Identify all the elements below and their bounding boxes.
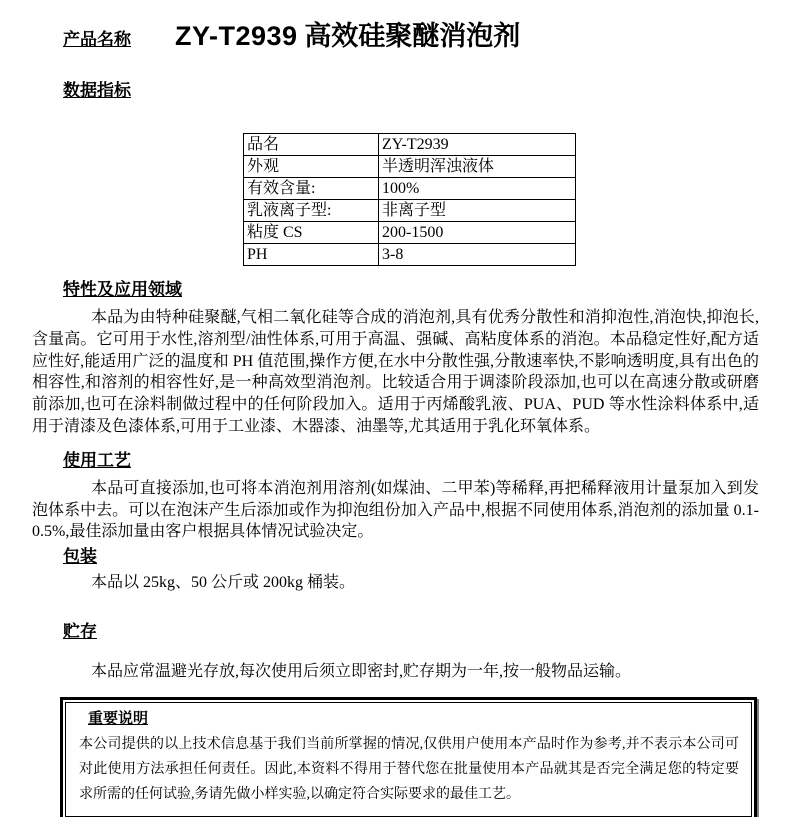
spec-key-cell: 品名 bbox=[244, 134, 379, 156]
product-title-cn: 高效硅聚醚消泡剂 bbox=[304, 21, 521, 51]
spec-key-cell: PH bbox=[244, 244, 379, 266]
document-header bbox=[0, 0, 785, 53]
section-heading-data-metrics: 数据指标 bbox=[63, 81, 131, 100]
section-heading-storage: 贮存 bbox=[63, 621, 97, 641]
page-title bbox=[175, 14, 520, 53]
spec-key-cell: 外观 bbox=[244, 156, 379, 178]
table-row bbox=[244, 222, 576, 244]
packaging-paragraph: 本品以 25kg、50 公斤或 200kg 桶装。 bbox=[91, 574, 356, 592]
table-row bbox=[244, 156, 576, 178]
table-row bbox=[244, 178, 576, 200]
spec-value-cell: 200-1500 bbox=[379, 222, 576, 244]
spec-value-cell: 3-8 bbox=[379, 244, 576, 266]
table-row bbox=[244, 134, 576, 156]
table-row bbox=[244, 244, 576, 266]
table-row bbox=[244, 200, 576, 222]
important-notice-box bbox=[60, 697, 757, 817]
usage-paragraph: 本品可直接添加,也可将本消泡剂用溶剂(如煤油、二甲苯)等稀释,再把稀释液用计量泵加入到发泡体系中去。可以在泡沫产生后添加或作为抑泡组份加入产品中,根据不同使用体系,消泡剂的添加量 0.1-0.5%,最佳添加量由客户根据具体情况试验决定。 bbox=[32, 479, 759, 541]
section-heading-packaging: 包装 bbox=[63, 547, 97, 567]
section-heading-features: 特性及应用领域 bbox=[63, 280, 182, 299]
spec-value-cell: 半透明浑浊液体 bbox=[379, 156, 576, 178]
spec-table bbox=[243, 133, 576, 266]
storage-paragraph: 本品应常温避光存放,每次使用后须立即密封,贮存期为一年,按一般物品运输。 bbox=[91, 662, 632, 680]
spec-key-cell: 粘度 CS bbox=[244, 222, 379, 244]
product-name-label: 产品名称 bbox=[63, 30, 131, 49]
important-notice-heading: 重要说明 bbox=[88, 710, 149, 727]
important-notice-inner bbox=[65, 702, 752, 817]
spec-value-cell: 非离子型 bbox=[379, 200, 576, 222]
spec-key-cell: 乳液离子型: bbox=[244, 200, 379, 222]
product-code: ZY-T2939 bbox=[175, 21, 298, 51]
spec-value-cell: ZY-T2939 bbox=[379, 134, 576, 156]
spec-key-cell: 有效含量: bbox=[244, 178, 379, 200]
section-heading-usage: 使用工艺 bbox=[63, 450, 131, 470]
spec-value-cell: 100% bbox=[379, 178, 576, 200]
important-notice-body: 本公司提供的以上技术信息基于我们当前所掌握的情况,仅供用户使用本产品时作为参考,并不表示本公司可对此使用方法承担任何责任。因此,本资料不得用于替代您在批量使用本产品就其是否完全满足您的特定要求所需的任何试验,务请先做小样实验,以确定符合实际要求的最佳工艺。 bbox=[79, 736, 739, 802]
features-paragraph: 本品为由特种硅聚醚,气相二氧化硅等合成的消泡剂,具有优秀分散性和消抑泡性,消泡快,抑泡长,含量高。它可用于水性,溶剂型/油性体系,可用于高温、强碱、高粘度体系的消泡。本品稳定性好,配方适应性好,能适用广泛的温度和 PH 值范围,操作方便,在水中分散性强,分散速率快,不影响透明度,具有出色的相容性,和溶剂的相容性好,是一种高效型消泡剂。比较适合用于调漆阶段添加,也可以在高速分散或研磨前添加,也可在涂料制做过程中的任何阶段加入。适用于丙烯酸乳液、PUA、PUD 等水性涂料体系中,适用于清漆及色漆体系,可用于工业漆、木器漆、油墨等,尤其适用于乳化环氧体系。 bbox=[32, 309, 759, 435]
